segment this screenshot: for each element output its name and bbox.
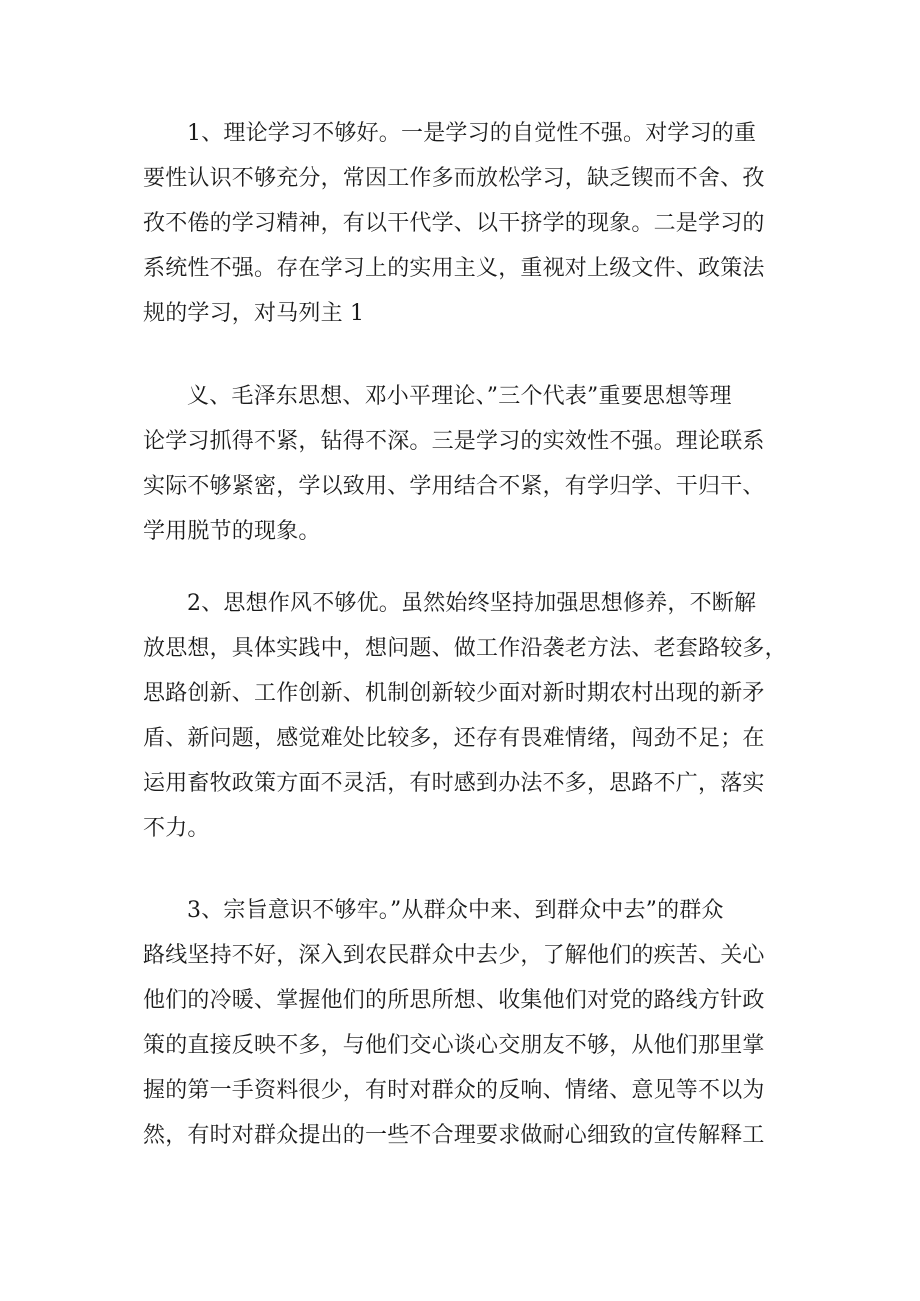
text-line: 不力。 bbox=[143, 816, 210, 841]
text-line: 运用畜牧政策方面不灵活，有时感到办法不多，思路不广，落实 bbox=[143, 771, 765, 796]
text-line: 握的第一手资料很少，有时对群众的反响、情绪、意见等不以为 bbox=[143, 1078, 765, 1103]
text-line: 孜不倦的学习精神，有以干代学、以干挤学的现象。二是学习的 bbox=[143, 211, 765, 236]
paragraph-theory-study-continued bbox=[143, 374, 803, 554]
text-line: 他们的冷暖、掌握他们的所思所想、收集他们对党的路线方针政 bbox=[143, 988, 765, 1013]
text-line: 放思想，具体实践中，想问题、做工作沿袭老方法、老套路较多， bbox=[143, 636, 787, 661]
text-line: 实际不够紧密，学以致用、学用结合不紧，有学归学、干归干、 bbox=[143, 474, 765, 499]
paragraph-purpose-awareness bbox=[143, 888, 803, 1158]
text-line: 要性认识不够充分，常因工作多而放松学习，缺乏锲而不舍、孜 bbox=[143, 166, 765, 191]
paragraph-theory-study bbox=[143, 111, 803, 336]
text-line: 系统性不强。存在学习上的实用主义，重视对上级文件、政策法 bbox=[143, 256, 765, 281]
text-line: 盾、新问题，感觉难处比较多，还存有畏难情绪，闯劲不足；在 bbox=[143, 726, 765, 751]
text-line: 然，有时对群众提出的一些不合理要求做耐心细致的宣传解释工 bbox=[143, 1123, 765, 1148]
text-line: 规的学习，对马列主 1 bbox=[143, 301, 365, 326]
text-line: 思路创新、工作创新、机制创新较少面对新时期农村出现的新矛 bbox=[143, 681, 765, 706]
text-line: 3、宗旨意识不够牢。”从群众中来、到群众中去”的群众 bbox=[187, 898, 724, 923]
text-line: 策的直接反映不多，与他们交心谈心交朋友不够，从他们那里掌 bbox=[143, 1033, 765, 1058]
text-line: 路线坚持不好，深入到农民群众中去少，了解他们的疾苦、关心 bbox=[143, 943, 765, 968]
text-line: 论学习抓得不紧，钻得不深。三是学习的实效性不强。理论联系 bbox=[143, 429, 765, 454]
paragraph-thinking-style bbox=[143, 581, 803, 851]
text-line: 义、毛泽东思想、邓小平理论、”三个代表”重要思想等理 bbox=[187, 384, 732, 409]
text-line: 学用脱节的现象。 bbox=[143, 519, 321, 544]
text-line: 2、思想作风不够优。虽然始终坚持加强思想修养，不断解 bbox=[187, 591, 757, 616]
text-line: 1、理论学习不够好。一是学习的自觉性不强。对学习的重 bbox=[187, 121, 757, 146]
